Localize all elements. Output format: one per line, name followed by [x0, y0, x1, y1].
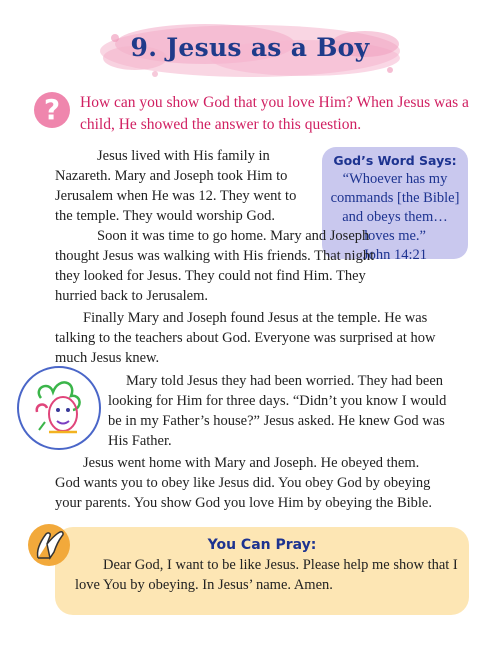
verse-reference: John 14:21 — [362, 247, 428, 263]
story-paragraph-4: Mary told Jesus they had been worried. They had been looking for Him for three days. “Didn’t you know I would be in my Father’s house?” Jesus asked. He knew God was His Father. — [108, 373, 447, 449]
prayer-box — [55, 527, 469, 615]
story-paragraph-5: Jesus went home with Mary and Joseph. He obeyed them. God wants you to obey like Jesus did. You obey God by obeying your parents. You show God you love Him by obeying the Bible. — [55, 455, 432, 511]
story-paragraph-3: Finally Mary and Joseph found Jesus at the temple. He was talking to the teachers about God. Everyone was surprised at how much Jesus knew. — [55, 310, 436, 366]
gods-word-heading: God’s Word Says: — [333, 153, 457, 168]
prayer-text: Dear God, I want to be like Jesus. Please help me show that I love You by obeying. In Jesus’ name. Amen. — [75, 557, 458, 593]
page-title: 9. Jesus as a Boy — [130, 33, 370, 62]
prayer-heading: You Can Pray: — [207, 537, 317, 553]
story-paragraph-2: Soon it was time to go home. Mary and Joseph thought Jesus was walking with His friends. That night they looked for Jesus. They could not find Him. They hurried back to Jerusalem. — [55, 228, 375, 304]
child-drawing-icon — [17, 366, 101, 450]
intro-question: How can you show God that you love Him? When Jesus was a child, He showed the answer to this question. — [80, 94, 469, 133]
praying-hands-icon — [28, 524, 70, 566]
story-paragraph-1: Jesus lived with His family in Nazareth. Mary and Joseph took Him to Jerusalem when He was 12. They went to the temple. They would worship God. — [55, 148, 297, 224]
title-banner — [95, 18, 405, 84]
question-mark-icon: ? — [34, 92, 70, 128]
bible-verse: “Whoever has my commands [the Bible] and obeys them… loves me.” — [330, 171, 460, 244]
